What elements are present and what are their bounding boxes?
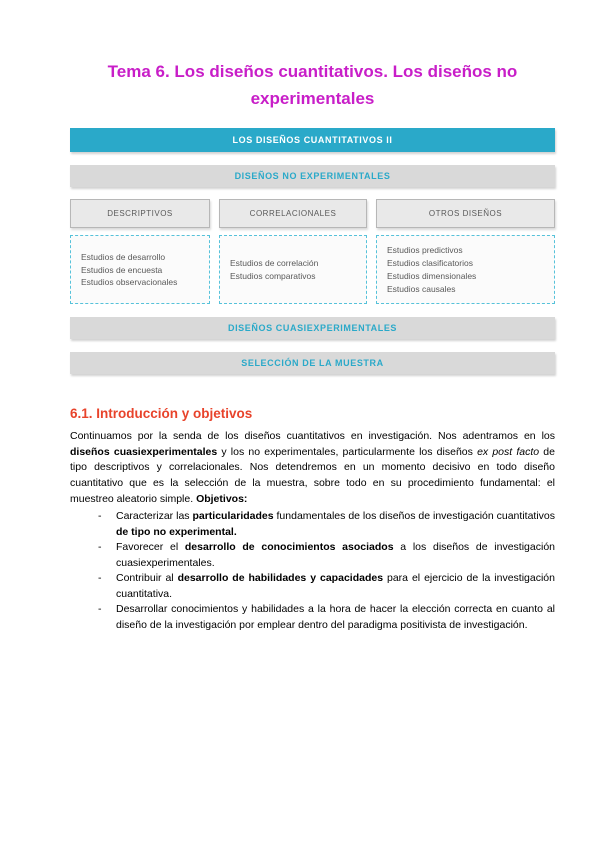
diagram-bar-no-experimentales: DISEÑOS NO EXPERIMENTALES: [70, 165, 555, 187]
diagram-bar-cuasiexperimentales: DISEÑOS CUASIEXPERIMENTALES: [70, 317, 555, 339]
bullet-dash: -: [98, 603, 102, 616]
intro-paragraph: Continuamos por la senda de los diseños cuantitativos en investigación. Nos adentramos en los diseños cuasiexperimentales y los no experimentales, particularmente los diseños ex post facto de tipo descriptivos y correlacionales. Nos detendremos en un momento decisivo en todo diseño cuantitativo que es la selección de la muestra, sobre todo en su procedimiento fundamental: el muestreo aleatorio simple. Objetivos:: [70, 430, 555, 505]
column-body-correlacionales: [219, 235, 367, 304]
objectives-list: [70, 509, 555, 633]
bullet-item: [96, 571, 555, 602]
bullet-dash: -: [98, 572, 102, 585]
column-correlacionales: [219, 199, 367, 304]
designs-diagram: [70, 128, 555, 374]
bullet-text: Desarrollar conocimientos y habilidades a la hora de hacer la elección correcta en cuanto al diseño de la investigación por emplear dentro del paradigma positivista de investigación.: [116, 603, 555, 631]
column-otros-disenos: [376, 199, 555, 304]
list-item: Estudios observacionales: [81, 277, 178, 288]
list-item: Estudios de encuesta: [81, 264, 163, 275]
column-header-descriptivos: DESCRIPTIVOS: [70, 199, 210, 228]
section-heading: 6.1. Introducción y objetivos: [70, 406, 253, 422]
column-body-otros-disenos: [376, 235, 555, 304]
page-title: Tema 6. Los diseños cuantitativos. Los diseños no experimentales: [107, 62, 518, 109]
diagram-top-bar: LOS DISEÑOS CUANTITATIVOS II: [70, 128, 555, 152]
list-item: Estudios clasificatorios: [387, 258, 473, 269]
bullet-text: Caracterizar las particularidades fundamentales de los diseños de investigación cuantitativos de tipo no experimental.: [116, 510, 555, 538]
diagram-columns: [70, 199, 555, 304]
bullet-item: [96, 509, 555, 540]
list-item: Estudios de desarrollo: [81, 251, 166, 262]
list-item: Estudios causales: [387, 283, 456, 294]
bullet-dash: -: [98, 541, 102, 554]
list-item: Estudios de correlación: [230, 258, 319, 269]
page-content: [70, 58, 555, 633]
bullet-dash: -: [98, 510, 102, 523]
column-header-otros-disenos: OTROS DISEÑOS: [376, 199, 555, 228]
column-header-correlacionales: CORRELACIONALES: [219, 199, 367, 228]
list-item: Estudios comparativos: [230, 270, 316, 281]
bullet-text: Contribuir al desarrollo de habilidades y capacidades para el ejercicio de la investigación cuantitativa.: [116, 572, 555, 600]
list-item: Estudios dimensionales: [387, 270, 477, 281]
bullet-item: [96, 540, 555, 571]
diagram-bar-seleccion-muestra: SELECCIÓN DE LA MUESTRA: [70, 352, 555, 374]
bullet-item: [96, 602, 555, 633]
column-descriptivos: [70, 199, 210, 304]
bullet-text: Favorecer el desarrollo de conocimientos asociados a los diseños de investigación cuasiexperimentales.: [116, 541, 555, 569]
list-item: Estudios predictivos: [387, 245, 463, 256]
column-body-descriptivos: [70, 235, 210, 304]
